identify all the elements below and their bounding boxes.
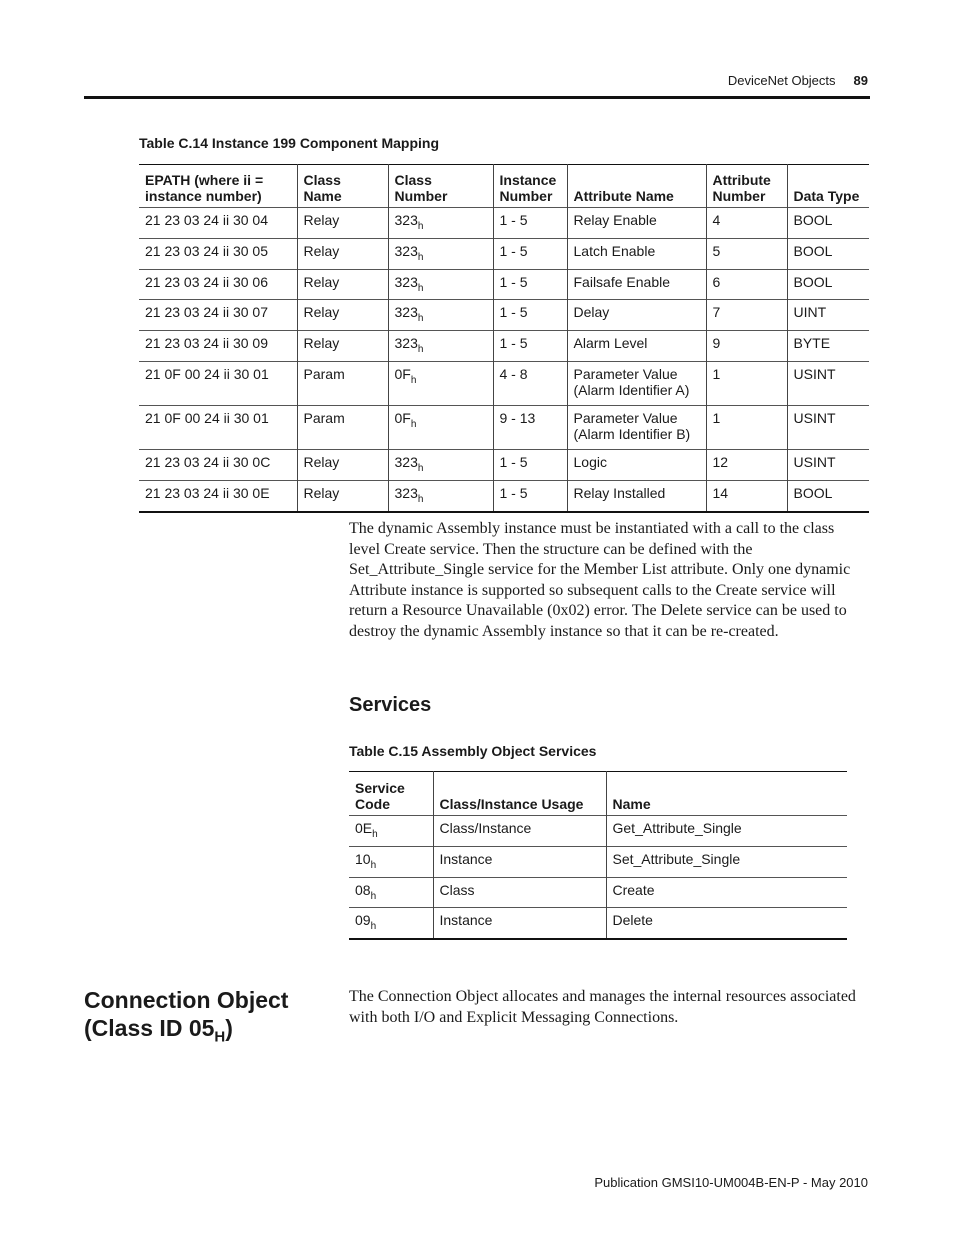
cell-instance: 9 - 13	[493, 405, 567, 449]
cell-epath: 21 23 03 24 ii 30 07	[145, 304, 268, 321]
cell-attribute-name: Parameter Value (Alarm Identifier A)	[567, 361, 706, 405]
cell-instance: 1 - 5	[493, 449, 567, 480]
cell-data-type: BOOL	[787, 480, 869, 511]
cell-class-number: $0F_h$	[388, 405, 493, 449]
heading-close: )	[225, 1015, 233, 1041]
cell-usage: Instance	[433, 908, 606, 939]
table-row	[139, 331, 869, 362]
header-instance-number: Instance Number	[493, 165, 567, 208]
cell-class-name: Relay	[297, 269, 388, 300]
table-c15-caption: Table C.15 Assembly Object Services	[349, 743, 597, 759]
cell-class-number: $323_h$	[388, 331, 493, 362]
table-row	[349, 908, 847, 939]
cell-service-name: Set_Attribute_Single	[606, 846, 847, 877]
cell-data-type: USINT	[787, 361, 869, 405]
cell-class-number: $323_h$	[388, 449, 493, 480]
cell-attribute-name: Parameter Value (Alarm Identifier B)	[567, 405, 706, 449]
cell-instance: 1 - 5	[493, 331, 567, 362]
cell-class-name: Relay	[297, 208, 388, 239]
cell-attribute-number: 14	[706, 480, 787, 511]
assembly-services-table	[349, 771, 847, 940]
cell-service-code: $08_h$	[355, 881, 377, 902]
cell-class-name: Param	[297, 361, 388, 405]
cell-instance: 4 - 8	[493, 361, 567, 405]
cell-class-name: Relay	[297, 480, 388, 511]
cell-usage: Class	[433, 877, 606, 908]
cell-attribute-name: Relay Enable	[567, 208, 706, 239]
component-mapping-table	[139, 164, 869, 513]
cell-attribute-name: Logic	[567, 449, 706, 480]
cell-instance: 1 - 5	[493, 208, 567, 239]
table-c14-caption: Table C.14 Instance 199 Component Mapping	[139, 135, 440, 151]
header-rule	[84, 96, 870, 99]
cell-attribute-number: 4	[706, 208, 787, 239]
header-usage: Class/Instance Usage	[433, 772, 606, 816]
table-row	[349, 877, 847, 908]
cell-attribute-number: 1	[706, 405, 787, 449]
heading-line2: (Class ID 05	[84, 1015, 215, 1041]
cell-class-name: Param	[297, 405, 388, 449]
table-row	[139, 480, 869, 511]
cell-attribute-name: Latch Enable	[567, 238, 706, 269]
cell-instance: 1 - 5	[493, 269, 567, 300]
cell-class-name: Relay	[297, 300, 388, 331]
cell-attribute-number: 9	[706, 331, 787, 362]
cell-service-code: $0E_h$	[355, 820, 378, 840]
cell-epath: 21 0F 00 24 ii 30 01	[145, 409, 269, 426]
header-service-code: Service Code	[355, 780, 405, 812]
cell-epath: 21 23 03 24 ii 30 0E	[145, 484, 270, 501]
connection-paragraph: The Connection Object allocates and manages the internal resources associated with both I/O and Explicit Messaging Connections.	[349, 988, 856, 1026]
cell-data-type: USINT	[787, 405, 869, 449]
cell-class-number: $0F_h$	[388, 361, 493, 405]
table-row	[139, 405, 869, 449]
header-class-number: Class Number	[388, 165, 493, 208]
cell-service-name: Get_Attribute_Single	[606, 816, 847, 847]
connection-object-heading	[84, 986, 288, 1052]
cell-data-type: BOOL	[787, 238, 869, 269]
cell-data-type: BOOL	[787, 269, 869, 300]
table-row	[349, 846, 847, 877]
assembly-paragraph: The dynamic Assembly instance must be instantiated with a call to the class level Create service. Then the structure can be defined with the Set_Attribute_Single service for the Member List attribute. Only one dynamic Attribute instance is supported so subsequent calls to the Create service will return a Resource Unavailable (0x02) error. The Delete service can be used to destroy the dynamic Assembly instance so that it can be re-created.	[349, 520, 851, 640]
header-epath: EPATH (where ii = instance number)	[145, 172, 264, 204]
cell-instance: 1 - 5	[493, 300, 567, 331]
cell-instance: 1 - 5	[493, 480, 567, 511]
heading-line1: Connection Object	[84, 987, 289, 1013]
header-class-name: Class Name	[297, 165, 388, 208]
cell-attribute-number: 5	[706, 238, 787, 269]
cell-epath: 21 23 03 24 ii 30 0C	[145, 453, 271, 470]
table-row	[139, 238, 869, 269]
cell-data-type: BOOL	[787, 208, 869, 239]
header-section-title: DeviceNet Objects	[727, 73, 836, 88]
cell-service-code: $09_h$	[355, 912, 377, 933]
cell-attribute-name: Failsafe Enable	[567, 269, 706, 300]
cell-attribute-name: Alarm Level	[567, 331, 706, 362]
cell-class-number: $323_h$	[388, 238, 493, 269]
cell-class-name: Relay	[297, 449, 388, 480]
cell-usage: Instance	[433, 846, 606, 877]
cell-epath: 21 23 03 24 ii 30 05	[145, 242, 268, 259]
table-row	[139, 449, 869, 480]
cell-data-type: USINT	[787, 449, 869, 480]
cell-class-number: $323_h$	[388, 300, 493, 331]
header-attribute-name: Attribute Name	[567, 165, 706, 208]
cell-class-number: $323_h$	[388, 269, 493, 300]
services-heading: Services	[349, 694, 432, 716]
header-name: Name	[606, 772, 847, 816]
cell-class-number: $323_h$	[388, 480, 493, 511]
cell-epath: 21 0F 00 24 ii 30 01	[145, 365, 269, 382]
table-row	[139, 361, 869, 405]
cell-class-name: Relay	[297, 331, 388, 362]
table-row	[349, 816, 847, 847]
cell-service-name: Create	[606, 877, 847, 908]
page-header	[728, 73, 868, 88]
page-number: 89	[853, 73, 868, 88]
cell-service-name: Delete	[606, 908, 847, 939]
header-data-type: Data Type	[787, 165, 869, 208]
cell-epath: 21 23 03 24 ii 30 06	[145, 273, 268, 290]
cell-attribute-number: 7	[706, 300, 787, 331]
table-row	[139, 300, 869, 331]
cell-data-type: BYTE	[787, 331, 869, 362]
cell-usage: Class/Instance	[433, 816, 606, 847]
cell-class-number: $323_h$	[388, 208, 493, 239]
cell-attribute-number: 12	[706, 449, 787, 480]
cell-data-type: UINT	[787, 300, 869, 331]
cell-service-code: $10_h$	[355, 850, 377, 871]
cell-class-name: Relay	[297, 238, 388, 269]
cell-attribute-number: 1	[706, 361, 787, 405]
table-row	[139, 208, 869, 239]
header-attribute-number: Attribute Number	[706, 165, 787, 208]
cell-instance: 1 - 5	[493, 238, 567, 269]
cell-epath: 21 23 03 24 ii 30 09	[145, 335, 268, 352]
cell-epath: 21 23 03 24 ii 30 04	[145, 212, 268, 228]
table-row	[139, 269, 869, 300]
publication-footer: Publication GMSI10-UM004B-EN-P - May 2010	[594, 1175, 868, 1190]
cell-attribute-name: Delay	[567, 300, 706, 331]
heading-subscript: H	[214, 1028, 226, 1046]
cell-attribute-number: 6	[706, 269, 787, 300]
cell-attribute-name: Relay Installed	[567, 480, 706, 511]
